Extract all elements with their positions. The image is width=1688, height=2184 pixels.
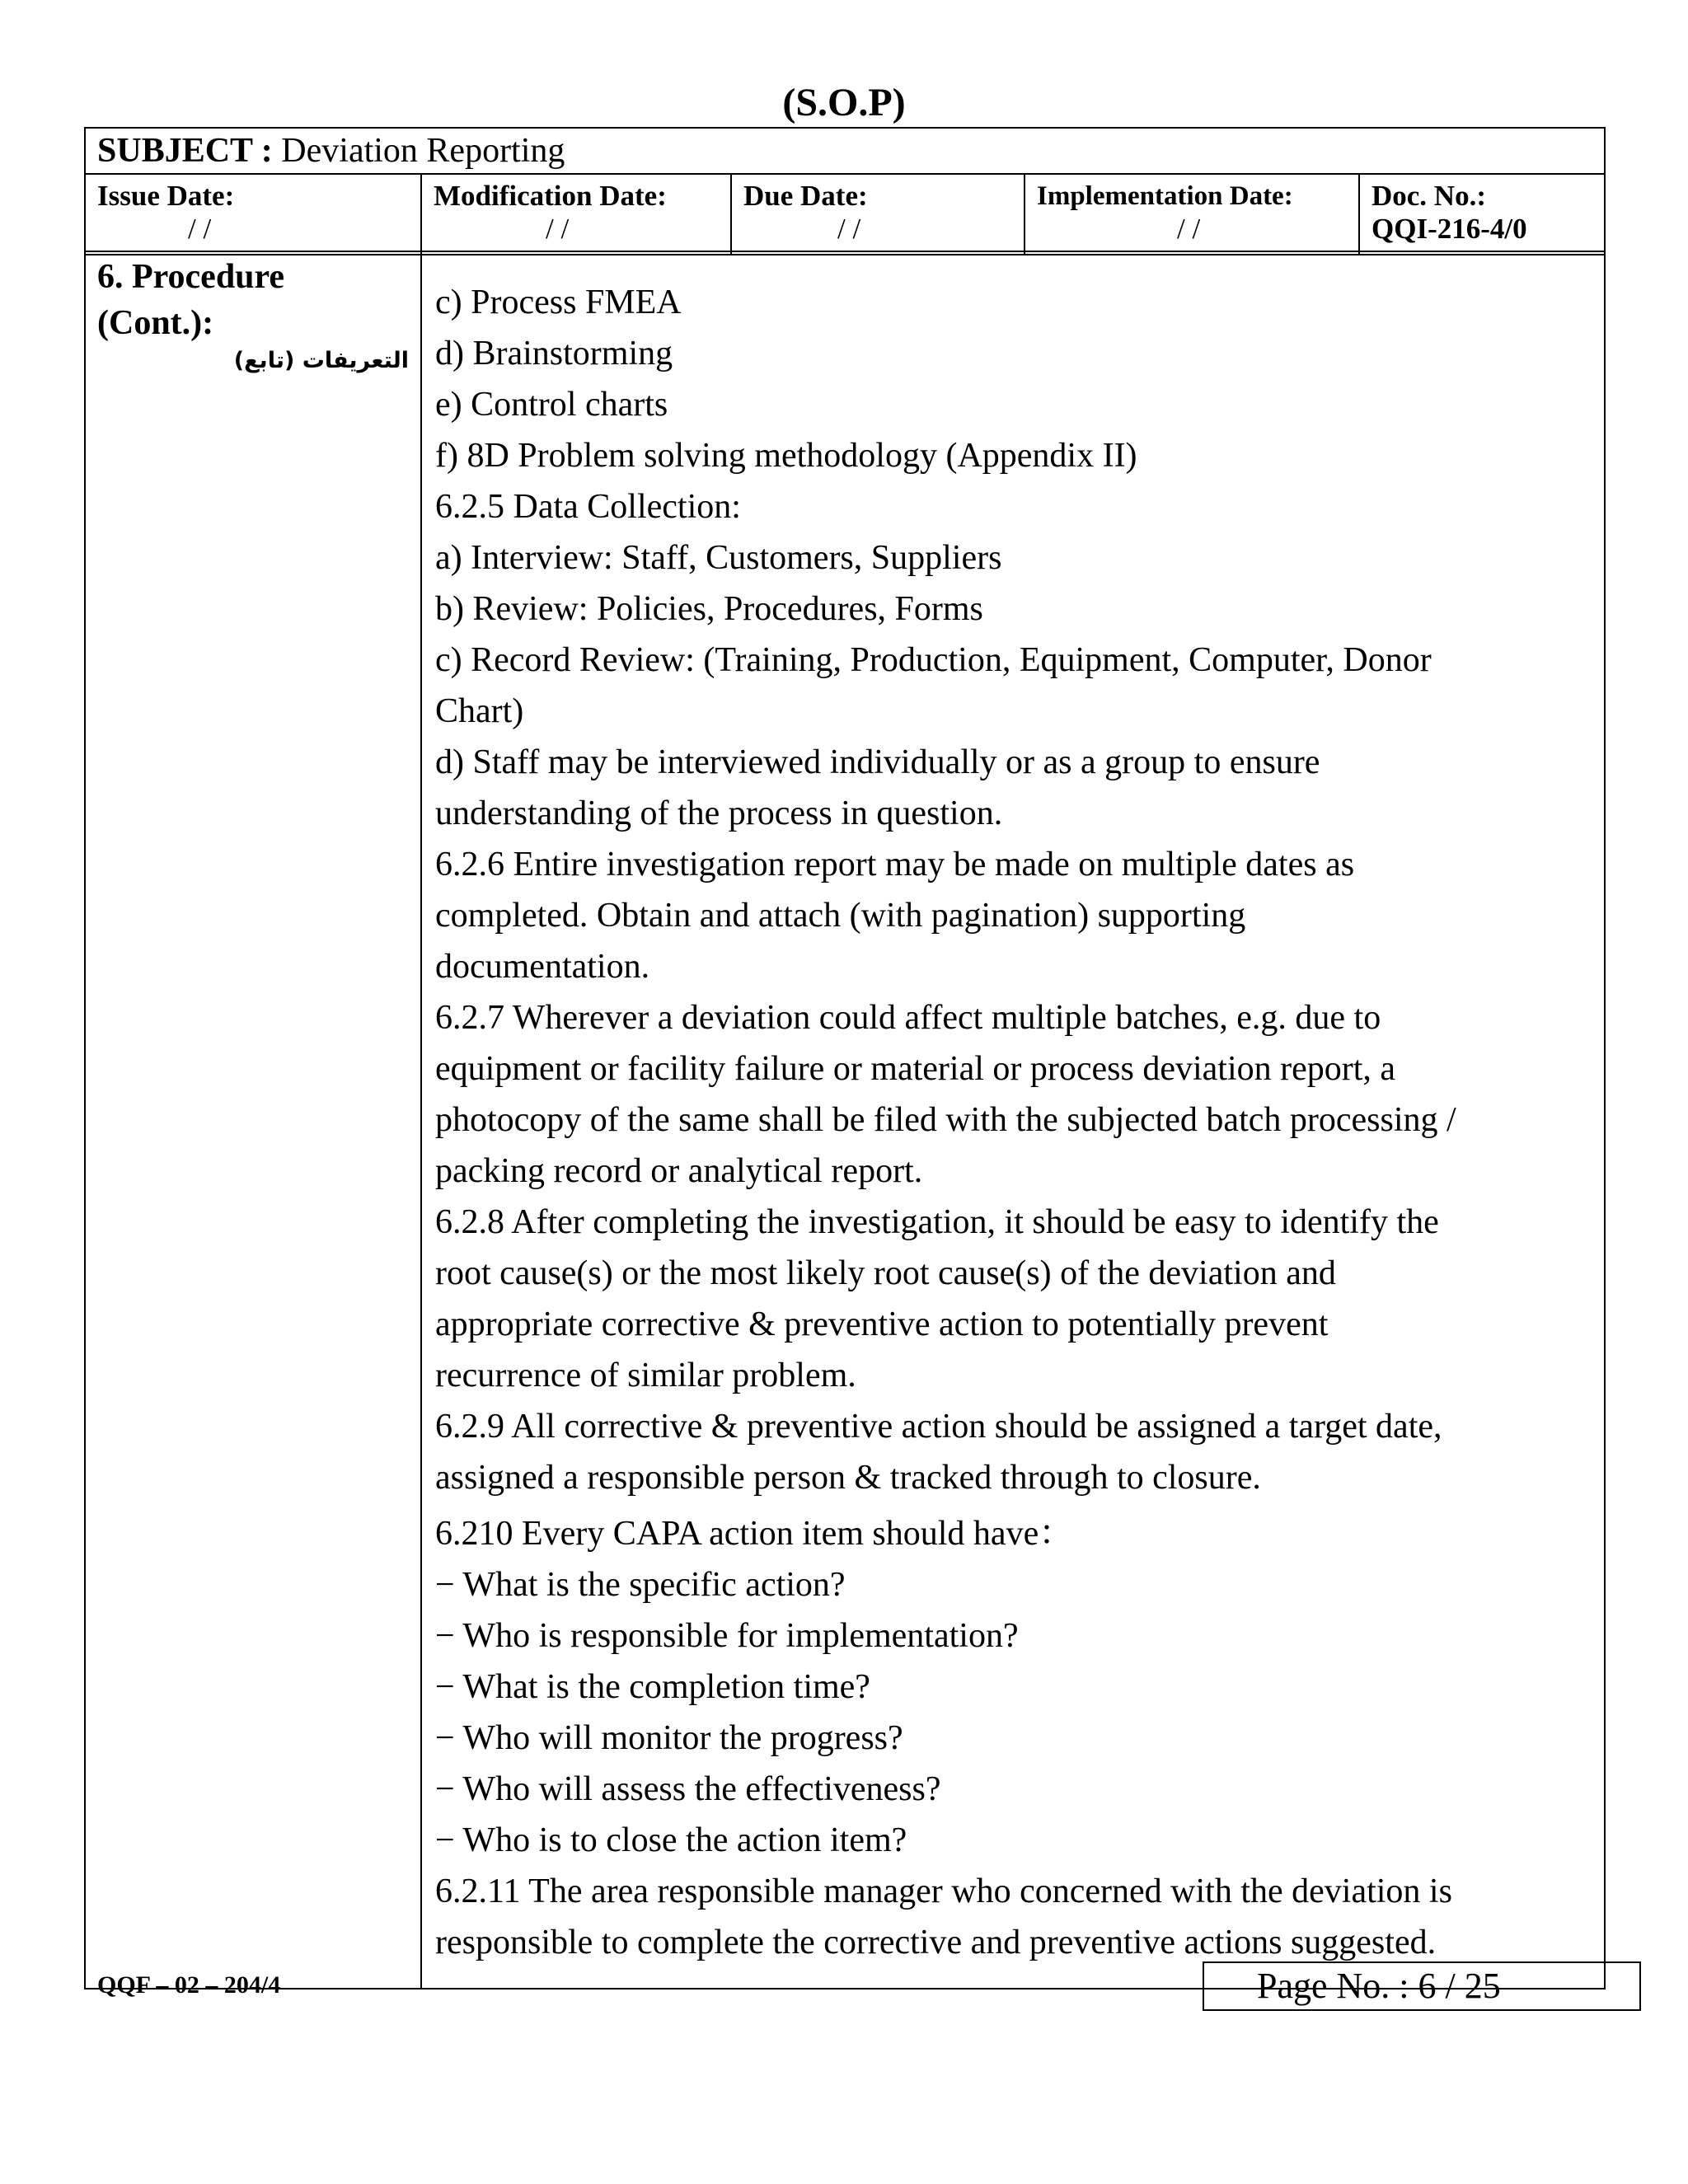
subject-row bbox=[85, 128, 1605, 174]
doc-no-label: Doc. No.: bbox=[1372, 180, 1486, 212]
content-line: d) Brainstorming bbox=[435, 335, 673, 373]
implementation-date-value: / / bbox=[1177, 213, 1201, 245]
subject-value: Deviation Reporting bbox=[281, 132, 565, 170]
content-line: b) Review: Policies, Procedures, Forms bbox=[435, 590, 983, 628]
section-title-line1: 6. Procedure bbox=[97, 258, 285, 296]
content-line: responsible to complete the corrective and preventive actions suggested. bbox=[435, 1924, 1437, 1961]
content-line: 6.2.7 Wherever a deviation could affect multiple batches, e.g. due to bbox=[435, 999, 1381, 1037]
section-column bbox=[85, 251, 421, 1989]
implementation-date-label: Implementation Date: bbox=[1037, 181, 1293, 211]
content-line: − Who will assess the effectiveness? bbox=[435, 1770, 941, 1808]
page-number: Page No. : 6 / 25 bbox=[1203, 1961, 1641, 2011]
content-line: 6.2.8 After completing the investigation, it should be easy to identify the bbox=[435, 1203, 1439, 1241]
due-date-cell bbox=[731, 174, 1025, 255]
content-line: c) Process FMEA bbox=[435, 284, 682, 321]
issue-date-cell bbox=[85, 174, 421, 255]
content-line: appropriate corrective & preventive action to potentially prevent bbox=[435, 1305, 1329, 1343]
content-line: completed. Obtain and attach (with pagination) supporting bbox=[435, 897, 1246, 935]
content-line: − What is the specific action? bbox=[435, 1566, 846, 1604]
modification-date-cell bbox=[421, 174, 731, 255]
form-code: QQF – 02 – 204/4 bbox=[97, 1971, 281, 1999]
content-line: Chart) bbox=[435, 692, 524, 730]
content-line: d) Staff may be interviewed individually or as a group to ensure bbox=[435, 743, 1320, 781]
implementation-date-cell bbox=[1025, 174, 1359, 255]
section-arabic-title: التعريفات (تابع) bbox=[233, 348, 409, 373]
modification-date-label: Modification Date: bbox=[434, 180, 667, 212]
content-line: a) Interview: Staff, Customers, Suppliers bbox=[435, 539, 1002, 577]
content-line: packing record or analytical report. bbox=[435, 1152, 923, 1190]
content-line: 6.210 Every CAPA action item should have： bbox=[435, 1515, 1074, 1553]
content-line: understanding of the process in question. bbox=[435, 794, 1003, 832]
due-date-label: Due Date: bbox=[743, 180, 868, 212]
content-line: − What is the completion time? bbox=[435, 1668, 870, 1706]
content-line: 6.2.5 Data Collection: bbox=[435, 488, 741, 526]
subject-label: SUBJECT : bbox=[97, 132, 273, 170]
content-line: − Who will monitor the progress? bbox=[435, 1719, 903, 1757]
issue-date-label: Issue Date: bbox=[97, 180, 235, 212]
content-table bbox=[84, 251, 1606, 1990]
content-line: recurrence of similar problem. bbox=[435, 1357, 856, 1394]
doc-no-cell bbox=[1359, 174, 1605, 255]
issue-date-value: / / bbox=[188, 213, 212, 245]
procedure-content bbox=[421, 251, 1605, 1989]
content-line: 6.2.11 The area responsible manager who concerned with the deviation is bbox=[435, 1872, 1452, 1910]
content-line: e) Control charts bbox=[435, 386, 668, 424]
modification-date-value: / / bbox=[546, 213, 570, 245]
content-line: 6.2.6 Entire investigation report may be made on multiple dates as bbox=[435, 846, 1355, 883]
content-line: assigned a responsible person & tracked through to closure. bbox=[435, 1459, 1261, 1497]
section-title-line2: (Cont.): bbox=[97, 304, 214, 342]
doc-no-value: QQI-216-4/0 bbox=[1372, 213, 1527, 245]
content-line: c) Record Review: (Training, Production, Equipment, Computer, Donor bbox=[435, 641, 1432, 679]
content-line: documentation. bbox=[435, 948, 650, 986]
content-line: f) 8D Problem solving methodology (Appendix II) bbox=[435, 437, 1137, 475]
content-line: root cause(s) or the most likely root cause(s) of the deviation and bbox=[435, 1254, 1336, 1292]
content-line: − Who is responsible for implementation? bbox=[435, 1617, 1019, 1655]
content-line: photocopy of the same shall be filed with the subjected batch processing / bbox=[435, 1101, 1456, 1139]
content-line: equipment or facility failure or material or process deviation report, a bbox=[435, 1050, 1396, 1088]
document-title: (S.O.P) bbox=[782, 81, 906, 124]
content-line: − Who is to close the action item? bbox=[435, 1821, 907, 1859]
content-line: 6.2.9 All corrective & preventive action should be assigned a target date, bbox=[435, 1408, 1442, 1446]
due-date-value: / / bbox=[837, 213, 861, 245]
header-table bbox=[84, 127, 1606, 255]
